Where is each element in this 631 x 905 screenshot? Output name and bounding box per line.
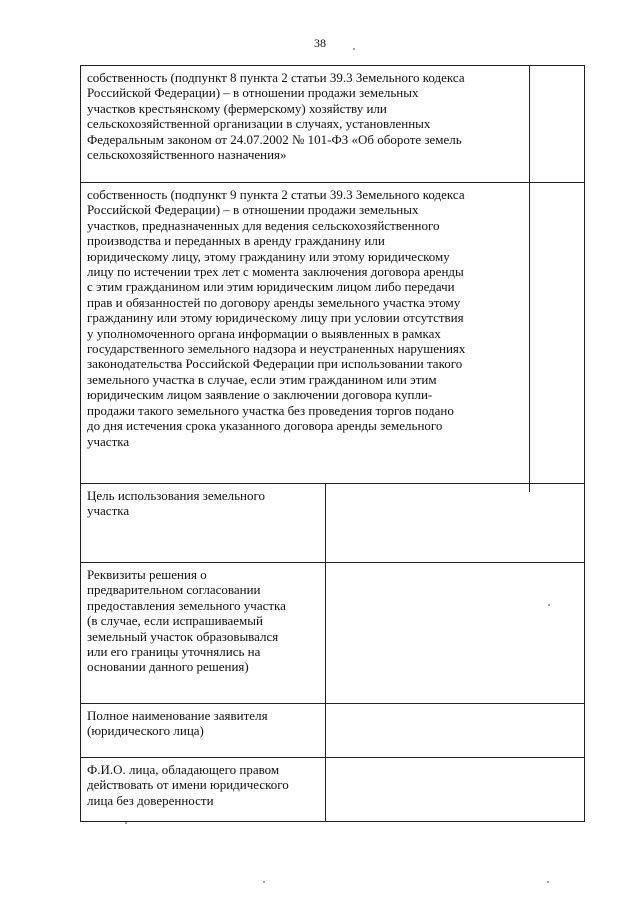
ownership-option-9-checkbox[interactable] (529, 187, 585, 492)
table-row (81, 484, 585, 563)
scan-speck (263, 881, 265, 883)
scan-speck (353, 48, 355, 50)
land-use-purpose-label: Цель использования земельного участка (81, 484, 326, 563)
ownership-basis-subparagraph-9: собственность (подпункт 9 пункта 2 статьи 39.3 Земельного кодекса Российской Федерации) – в отношении продажи земельных участков, предназначенных для ведения сельскохозяйственного производства и переданных в аренду гражданину или юридическому лицу, этому гражданину или этому юридическому лицу по истечении трех лет с момента заключения договора аренды с этим гражданином или этим юридическим лицом либо передачи прав и обязанностей по договору аренды земельного участка этому гражданину или этому юридическому лицу при условии отсутствия у уполномоченного органа информации о выявленных в рамках государственного земельного надзора и неустраненных нарушениях законодательства Российской Федерации при использовании такого земельного участка в случае, если этим гражданином или этим юридическим лицом заявление о заключении договора купли- продажи такого земельного участка без проведения торгов подано до дня истечения срока указанного договора аренды земельного участка (81, 183, 585, 484)
scan-speck (548, 604, 550, 606)
table-row (81, 66, 585, 183)
land-use-purpose-field[interactable] (326, 484, 585, 563)
authorized-person-name-field[interactable] (326, 758, 585, 822)
ownership-option-8-checkbox[interactable] (529, 66, 585, 187)
scan-speck (547, 881, 549, 883)
ownership-basis-subparagraph-8: собственность (подпункт 8 пункта 2 статьи 39.3 Земельного кодекса Российской Федерации) – в отношении продажи земельных участков крестьянскому (фермерскому) хозяйству или сельскохозяйственной организации в случаях, установленных Федеральным законом от 24.07.2002 № 101-ФЗ «Об обороте земель сельскохозяйственного назначения» (81, 66, 585, 183)
table-row (81, 563, 585, 704)
authorized-person-name-label: Ф.И.О. лица, обладающего правом действовать от имени юридического лица без доверенности (81, 758, 326, 822)
applicant-full-name-field[interactable] (326, 704, 585, 758)
table-row (81, 183, 585, 484)
application-form-table (80, 65, 585, 822)
applicant-full-name-label: Полное наименование заявителя (юридического лица) (81, 704, 326, 758)
table-row (81, 758, 585, 822)
preliminary-approval-details-field[interactable] (326, 563, 585, 704)
page-number: 38 (314, 36, 326, 50)
preliminary-approval-details-label: Реквизиты решения о предварительном согласовании предоставления земельного участка (в случае, если испрашиваемый земельный участок образовывался или его границы уточнялись на основании данного решения) (81, 563, 326, 704)
scan-speck (125, 822, 127, 824)
table-row (81, 704, 585, 758)
